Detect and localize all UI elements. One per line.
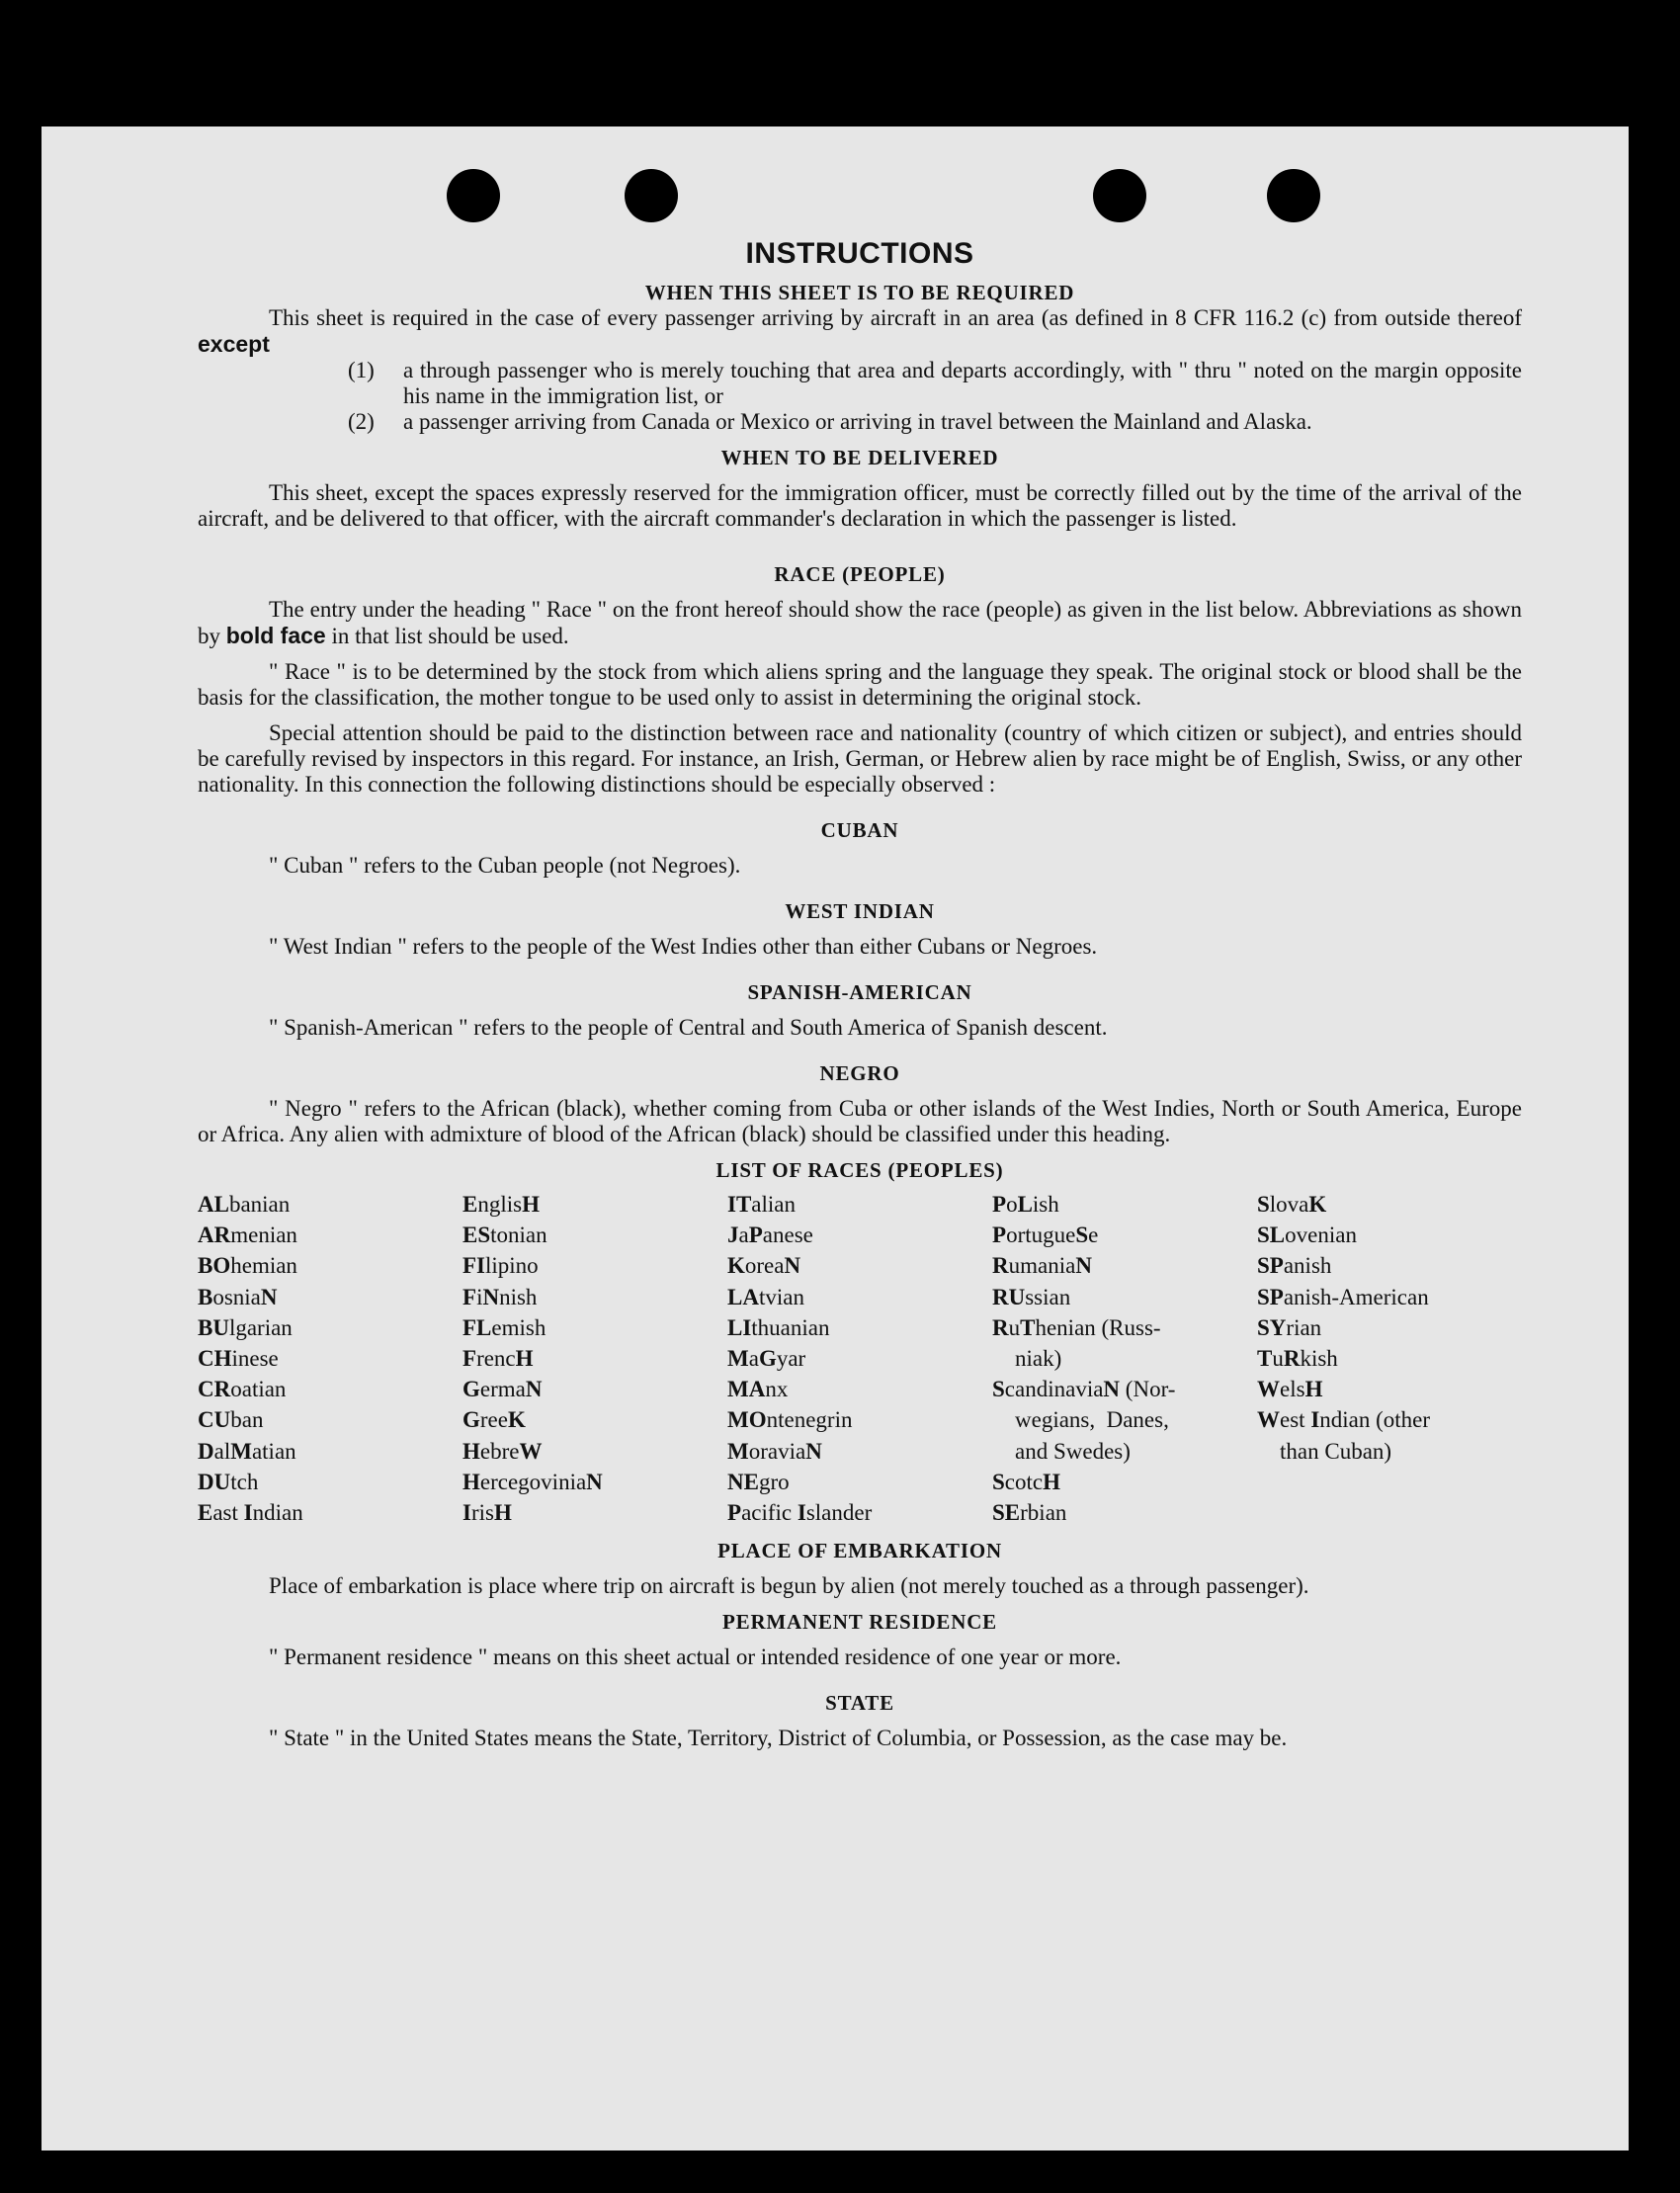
race-abbrev: AR — [198, 1223, 231, 1248]
race-entry — [992, 1250, 1257, 1281]
race-abbrev: H — [1043, 1469, 1060, 1494]
race-text: cotc — [1004, 1469, 1044, 1494]
race-entry — [198, 1189, 462, 1220]
race-entry — [198, 1343, 462, 1374]
paragraph: This sheet, except the spaces expressly reserved for the immigration officer, must be correctly filled out by the time of the arrival of the aircraft, and be delivered to that officer, with the aircraft commander's declaration in which the passenger is listed. — [198, 480, 1522, 531]
race-entry — [462, 1343, 727, 1374]
race-text: hemian — [230, 1253, 297, 1279]
races-column — [1257, 1189, 1522, 1528]
section-heading: RACE (PEOPLE) — [774, 562, 946, 586]
race-text: than Cuban) — [1257, 1438, 1392, 1464]
race-entry — [198, 1250, 462, 1281]
race-abbrev: R — [992, 1314, 1009, 1340]
race-text: ris — [470, 1500, 494, 1526]
race-abbrev: DU — [198, 1469, 231, 1494]
race-text: atian — [251, 1438, 296, 1464]
race-text: henian (Russ- — [1035, 1314, 1161, 1340]
race-entry — [198, 1404, 462, 1435]
race-text: est — [1280, 1407, 1311, 1433]
race-abbrev: H — [522, 1192, 540, 1217]
race-text: ndian — [252, 1500, 303, 1526]
race-entry — [727, 1404, 992, 1435]
race-abbrev: CH — [198, 1346, 232, 1372]
race-entry — [727, 1467, 992, 1497]
race-entry — [992, 1436, 1257, 1467]
race-entry — [992, 1189, 1257, 1220]
race-abbrev: M — [727, 1346, 749, 1372]
race-abbrev: K — [507, 1407, 526, 1433]
race-text: oravia — [748, 1438, 806, 1464]
races-list — [198, 1189, 1522, 1528]
paragraph: " Spanish-American " refers to the people of Central and South America of Spanish descent. — [269, 1015, 1108, 1040]
race-text: nglis — [477, 1192, 523, 1217]
race-text: ovenian — [1285, 1223, 1357, 1248]
race-abbrev: FI — [462, 1253, 485, 1279]
race-entry — [462, 1189, 727, 1220]
race-entry — [727, 1497, 992, 1528]
race-text: inese — [231, 1346, 279, 1372]
punch-hole — [1093, 169, 1146, 222]
race-abbrev: N — [586, 1469, 603, 1494]
race-abbrev: L — [1017, 1192, 1033, 1217]
section-heading: NEGRO — [819, 1061, 900, 1085]
race-entry — [992, 1497, 1257, 1528]
race-text: al — [213, 1438, 231, 1464]
race-abbrev: N — [1103, 1377, 1121, 1402]
race-text: rian — [1286, 1314, 1322, 1340]
race-text: ortugue — [1006, 1223, 1076, 1248]
race-text: (Nor- — [1120, 1377, 1176, 1402]
race-abbrev: G — [462, 1377, 480, 1402]
race-text: a — [738, 1223, 749, 1248]
race-abbrev: LI — [727, 1314, 752, 1340]
item-text: a through passenger who is merely touching that area and departs accordingly, with " thru " noted on the margin opposite his name in the immigration list, or — [403, 358, 1522, 408]
race-abbrev: P — [992, 1192, 1007, 1217]
race-text: i — [476, 1284, 483, 1309]
race-abbrev: NE — [727, 1469, 759, 1494]
race-text: gro — [758, 1469, 790, 1494]
race-entry — [727, 1189, 992, 1220]
race-entry — [462, 1374, 727, 1404]
race-entry — [462, 1282, 727, 1312]
race-abbrev: S — [1257, 1192, 1270, 1217]
paragraph: " Permanent residence " means on this sheet actual or intended residence of one year or more. — [269, 1645, 1122, 1670]
race-text: ebre — [479, 1438, 520, 1464]
race-abbrev: CR — [198, 1377, 231, 1402]
race-text: nish — [499, 1284, 538, 1309]
race-abbrev: E — [462, 1192, 478, 1217]
section-heading: LIST OF RACES (PEOPLES) — [715, 1158, 1004, 1182]
race-abbrev: S — [992, 1469, 1005, 1494]
race-text: ercegovinia — [479, 1469, 587, 1494]
punch-hole — [625, 169, 678, 222]
paragraph-text: This sheet is required in the case of every passenger arriving by aircraft in an area (as defined in 8 CFR 116.2 (c) from outside thereof — [269, 305, 1522, 330]
race-entry — [1257, 1374, 1522, 1404]
item-number: (2) — [348, 409, 375, 434]
race-entry — [462, 1497, 727, 1528]
race-text: a — [748, 1346, 759, 1372]
race-text: candinavia — [1004, 1377, 1104, 1402]
paragraph: " Race " is to be determined by the stock from which aliens spring and the language they speak. The original stock or blood shall be the basis for the classification, the mother tongue to be used only to assist in determining the original stock. — [198, 659, 1522, 710]
race-abbrev: LA — [727, 1284, 759, 1309]
section-heading: WHEN TO BE DELIVERED — [720, 446, 999, 469]
page-title: INSTRUCTIONS — [745, 237, 974, 270]
section-heading: STATE — [825, 1691, 894, 1716]
list-item — [348, 358, 1522, 409]
race-entry — [198, 1467, 462, 1497]
race-text: tonian — [490, 1223, 547, 1248]
race-abbrev: P — [727, 1500, 742, 1526]
race-text: wegians, Danes, — [992, 1407, 1169, 1433]
race-abbrev: M — [727, 1438, 749, 1464]
race-abbrev: SP — [1257, 1253, 1284, 1279]
race-entry — [727, 1312, 992, 1343]
paragraph: " State " in the United States means the State, Territory, District of Columbia, or Possession, as the case may be. — [269, 1726, 1288, 1751]
paragraph — [198, 305, 1522, 358]
races-column — [198, 1189, 462, 1528]
paragraph: " Negro " refers to the African (black), whether coming from Cuba or other islands of the West Indies, North or South America, Europe or Africa. Any alien with admixture of blood of the African (black) should be classified under this heading. — [198, 1096, 1522, 1146]
paragraph: " Cuban " refers to the Cuban people (not Negroes). — [269, 853, 741, 878]
races-column — [727, 1189, 992, 1528]
race-abbrev: SE — [992, 1500, 1021, 1526]
race-abbrev: H — [462, 1438, 480, 1464]
instructions-body — [198, 236, 1522, 1751]
race-entry — [198, 1220, 462, 1250]
race-abbrev: W — [519, 1438, 543, 1464]
list-item — [348, 409, 1522, 435]
race-entry — [1257, 1220, 1522, 1250]
bold-text: bold face — [225, 623, 326, 648]
race-abbrev: FL — [462, 1314, 492, 1340]
race-abbrev: F — [462, 1284, 477, 1309]
race-text: ssian — [1025, 1284, 1071, 1309]
race-text: niak) — [992, 1346, 1062, 1372]
race-abbrev: D — [198, 1438, 214, 1464]
race-entry — [1257, 1343, 1522, 1374]
race-entry — [462, 1436, 727, 1467]
section-heading: PLACE OF EMBARKATION — [717, 1539, 1002, 1563]
race-entry — [1257, 1404, 1522, 1435]
race-abbrev: P — [748, 1223, 763, 1248]
race-text: ree — [479, 1407, 508, 1433]
race-text: erma — [479, 1377, 526, 1402]
race-text: lova — [1269, 1192, 1309, 1217]
race-abbrev: N — [784, 1253, 801, 1279]
race-abbrev: CU — [198, 1407, 231, 1433]
race-text: emish — [491, 1314, 546, 1340]
race-abbrev: J — [727, 1223, 739, 1248]
race-abbrev: P — [992, 1223, 1007, 1248]
race-abbrev: SL — [1257, 1223, 1286, 1248]
race-text: ban — [230, 1407, 264, 1433]
bold-text: except — [198, 331, 270, 357]
race-entry — [1257, 1189, 1522, 1220]
race-entry — [1257, 1436, 1522, 1467]
race-text: osnia — [212, 1284, 261, 1309]
race-text: ish — [1032, 1192, 1059, 1217]
race-abbrev: R — [992, 1253, 1009, 1279]
race-abbrev: ES — [462, 1223, 491, 1248]
race-entry — [198, 1436, 462, 1467]
race-abbrev: SY — [1257, 1314, 1287, 1340]
document-page — [42, 127, 1629, 2151]
punch-hole — [447, 169, 500, 222]
paragraph — [198, 597, 1522, 649]
race-text: tch — [230, 1469, 259, 1494]
race-abbrev: H — [493, 1500, 512, 1526]
race-entry — [1257, 1282, 1522, 1312]
races-column — [992, 1189, 1257, 1528]
race-abbrev: N — [482, 1284, 500, 1309]
race-abbrev: I — [243, 1500, 253, 1526]
race-abbrev: SP — [1257, 1284, 1284, 1309]
race-text: nx — [765, 1377, 789, 1402]
race-text: ast — [212, 1500, 244, 1526]
race-abbrev: E — [198, 1500, 213, 1526]
race-text: u — [1272, 1346, 1284, 1372]
section-heading: PERMANENT RESIDENCE — [722, 1610, 997, 1635]
race-abbrev: I — [1310, 1407, 1320, 1433]
race-abbrev: I — [797, 1500, 806, 1526]
item-text: a passenger arriving from Canada or Mexico or arriving in travel between the Mainland and Alaska. — [403, 409, 1312, 434]
race-text: and Swedes) — [992, 1438, 1131, 1464]
race-abbrev: H — [462, 1469, 480, 1494]
race-abbrev: K — [727, 1253, 745, 1279]
race-abbrev: W — [1257, 1407, 1280, 1433]
race-abbrev: BU — [198, 1314, 229, 1340]
race-text: thuanian — [751, 1314, 830, 1340]
race-abbrev: K — [1308, 1192, 1327, 1217]
race-text: slander — [805, 1500, 873, 1526]
race-text: els — [1280, 1377, 1305, 1402]
race-entry — [727, 1374, 992, 1404]
race-text: tvian — [758, 1284, 804, 1309]
race-entry — [727, 1250, 992, 1281]
race-abbrev: W — [1257, 1377, 1280, 1402]
section-heading: SPANISH-AMERICAN — [747, 980, 972, 1004]
section-heading: WEST INDIAN — [785, 899, 935, 923]
race-text: oatian — [230, 1377, 287, 1402]
race-entry — [462, 1250, 727, 1281]
race-text: kish — [1300, 1346, 1338, 1372]
race-entry — [992, 1467, 1257, 1497]
race-entry — [462, 1312, 727, 1343]
race-abbrev: N — [805, 1438, 822, 1464]
race-entry — [198, 1312, 462, 1343]
race-text: anese — [762, 1223, 813, 1248]
race-abbrev: H — [515, 1346, 534, 1372]
race-abbrev: N — [1075, 1253, 1092, 1279]
race-abbrev: BO — [198, 1253, 231, 1279]
race-entry — [992, 1220, 1257, 1250]
race-abbrev: RU — [992, 1284, 1026, 1309]
race-abbrev: MO — [727, 1407, 767, 1433]
race-abbrev: AL — [198, 1192, 229, 1217]
paragraph: Special attention should be paid to the distinction between race and nationality (country of which citizen or subject), and entries should be carefully revised by inspectors in this regard. For instance, an Irish, German, or Hebrew alien by race might be of English, Swiss, or any other nationality. In this connection the following distinctions should be especially observed : — [198, 720, 1522, 797]
race-text: menian — [230, 1223, 297, 1248]
race-text: acific — [741, 1500, 798, 1526]
race-abbrev: S — [1075, 1223, 1089, 1248]
race-abbrev: T — [1020, 1314, 1036, 1340]
race-abbrev: B — [198, 1284, 213, 1309]
race-entry — [727, 1436, 992, 1467]
paragraph-text: in that list should be used. — [331, 624, 569, 648]
race-text: banian — [228, 1192, 291, 1217]
races-column — [462, 1189, 727, 1528]
race-text: ndian (other — [1319, 1407, 1431, 1433]
race-entry — [198, 1282, 462, 1312]
paragraph: " West Indian " refers to the people of the West Indies other than either Cubans or Negroes. — [269, 934, 1098, 959]
race-text: anish-American — [1283, 1284, 1429, 1309]
race-entry — [198, 1497, 462, 1528]
race-entry — [992, 1374, 1257, 1404]
race-text: e — [1088, 1223, 1099, 1248]
race-text: anish — [1283, 1253, 1332, 1279]
section-heading: WHEN THIS SHEET IS TO BE REQUIRED — [644, 281, 1075, 304]
race-text: lgarian — [228, 1314, 293, 1340]
race-abbrev: M — [230, 1438, 252, 1464]
race-entry — [727, 1220, 992, 1250]
race-text: alian — [751, 1192, 796, 1217]
race-entry — [462, 1220, 727, 1250]
race-text: yar — [776, 1346, 806, 1372]
race-entry — [727, 1282, 992, 1312]
race-abbrev: MA — [727, 1377, 766, 1402]
punch-hole — [1267, 169, 1320, 222]
race-entry — [462, 1404, 727, 1435]
race-abbrev: H — [1304, 1377, 1323, 1402]
paragraph-text: The entry under the heading " Race " on the front hereof should show the race (people) as given in the list below. Abbreviations as shown by — [198, 597, 1522, 648]
race-entry — [992, 1343, 1257, 1374]
race-abbrev: G — [462, 1407, 480, 1433]
race-abbrev: IT — [727, 1192, 752, 1217]
race-abbrev: N — [260, 1284, 278, 1309]
race-entry — [462, 1467, 727, 1497]
paragraph: Place of embarkation is place where trip on aircraft is begun by alien (not merely touched as a through passenger). — [269, 1573, 1309, 1599]
race-abbrev: R — [1283, 1346, 1301, 1372]
race-entry — [727, 1343, 992, 1374]
race-text: orea — [744, 1253, 785, 1279]
race-text: u — [1008, 1314, 1021, 1340]
race-entry — [1257, 1312, 1522, 1343]
race-entry — [1257, 1250, 1522, 1281]
race-abbrev: S — [992, 1377, 1005, 1402]
race-abbrev: N — [525, 1377, 543, 1402]
item-number: (1) — [348, 358, 375, 382]
race-text: o — [1006, 1192, 1018, 1217]
race-text: rbian — [1020, 1500, 1067, 1526]
race-text: renc — [476, 1346, 516, 1372]
section-heading: CUBAN — [820, 818, 899, 842]
race-abbrev: T — [1257, 1346, 1273, 1372]
race-text: umania — [1008, 1253, 1076, 1279]
race-text: ntenegrin — [766, 1407, 853, 1433]
race-abbrev: F — [462, 1346, 477, 1372]
race-entry — [992, 1404, 1257, 1435]
race-abbrev: I — [462, 1500, 471, 1526]
race-entry — [198, 1374, 462, 1404]
race-abbrev: G — [758, 1346, 777, 1372]
race-text: lipino — [485, 1253, 539, 1279]
race-entry — [992, 1282, 1257, 1312]
race-entry — [992, 1312, 1257, 1343]
